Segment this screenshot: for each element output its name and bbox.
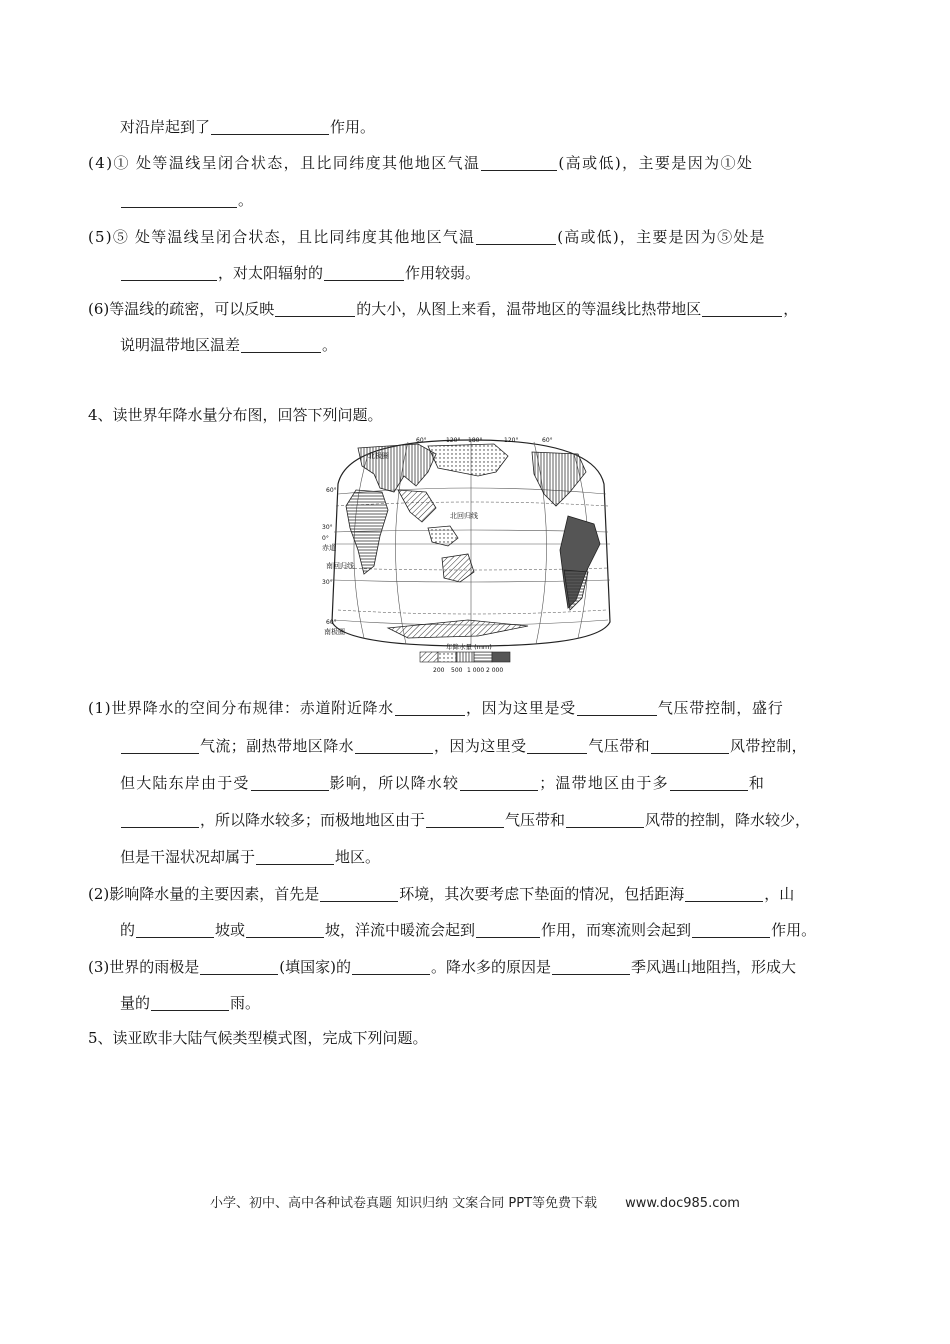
lon-tick-120e: 120° xyxy=(446,437,461,444)
lat-tick-30s: 30° xyxy=(322,579,333,586)
q3-part-4: (4)① 处等温线呈闭合状态，且比同纬度其他地区气温 (高或低)，主要是因为①处 xyxy=(88,154,754,172)
q4-part-2-l2: 的 坡或 坡，洋流中暖流会起到 作用，而寒流则会起到 作用。 xyxy=(120,921,817,939)
label-equator: 赤道 xyxy=(322,544,336,552)
answer-blank[interactable] xyxy=(476,921,540,938)
answer-blank[interactable] xyxy=(121,737,199,754)
q4-part-3-l2: 量的 雨。 xyxy=(120,994,261,1012)
answer-blank[interactable] xyxy=(136,921,214,938)
page-footer xyxy=(0,1192,950,1211)
answer-blank[interactable] xyxy=(702,300,782,317)
q3-part-5: (5)⑤ 处等温线呈闭合状态，且比同纬度其他地区气温 (高或低)，主要是因为⑤处是 xyxy=(88,228,766,246)
label-antarctic-circle: 南极圈 xyxy=(324,628,345,636)
answer-blank[interactable] xyxy=(692,921,770,938)
q3-part-6: (6)等温线的疏密，可以反映 的大小，从图上来看，温带地区的等温线比热带地区 ， xyxy=(88,300,799,318)
answer-blank[interactable] xyxy=(352,958,430,975)
lat-tick-0: 0° xyxy=(322,535,329,542)
answer-blank[interactable] xyxy=(275,300,355,317)
lon-tick-60w: 60° xyxy=(542,437,553,444)
lon-tick-60e: 60° xyxy=(416,437,427,444)
answer-blank[interactable] xyxy=(527,737,587,754)
answer-blank[interactable] xyxy=(355,737,433,754)
lat-tick-60n: 60° xyxy=(326,487,337,494)
q3-part-4-cont: 。 xyxy=(120,189,253,211)
answer-blank[interactable] xyxy=(460,774,538,791)
q4-part-1-l5: 但是干湿状况却属于 地区。 xyxy=(120,848,381,866)
answer-blank[interactable] xyxy=(426,811,504,828)
answer-blank[interactable] xyxy=(670,774,748,791)
answer-blank[interactable] xyxy=(577,699,657,716)
answer-blank[interactable] xyxy=(320,885,398,902)
legend-value-500: 500 xyxy=(451,667,463,674)
legend-swatch-3 xyxy=(456,652,474,662)
label-arctic-circle: 北极圈 xyxy=(368,452,389,460)
footer-text: 小学、初中、高中各种试卷真题 知识归纳 文案合同 PPT等免费下载 xyxy=(210,1196,598,1211)
answer-blank[interactable] xyxy=(241,336,321,353)
answer-blank[interactable] xyxy=(246,921,324,938)
answer-blank[interactable] xyxy=(121,811,199,828)
answer-blank[interactable] xyxy=(211,118,329,135)
answer-blank[interactable] xyxy=(256,848,334,865)
question-5-title: 5、读亚欧非大陆气候类型模式图，完成下列问题。 xyxy=(88,1029,428,1047)
lon-tick-180: 180° xyxy=(468,437,483,444)
q4-part-1-l2: 气流；副热带地区降水 ，因为这里受 气压带和 风带控制， xyxy=(120,735,807,757)
lon-tick-120w: 120° xyxy=(504,437,519,444)
legend-swatch-1 xyxy=(420,652,438,662)
answer-blank[interactable] xyxy=(121,191,237,208)
answer-blank[interactable] xyxy=(651,737,729,754)
answer-blank[interactable] xyxy=(552,958,630,975)
label-tropic-cancer: 北回归线 xyxy=(450,512,478,520)
lat-tick-60s: 60° xyxy=(326,619,337,626)
answer-blank[interactable] xyxy=(395,699,465,716)
answer-blank[interactable] xyxy=(200,958,278,975)
q4-part-3: (3)世界的雨极是 (填国家)的 。降水多的原因是 季风遇山地阻挡，形成大 xyxy=(88,958,796,976)
label-tropic-capricorn: 南回归线 xyxy=(326,562,354,570)
legend-swatch-5 xyxy=(492,652,510,662)
answer-blank[interactable] xyxy=(251,774,329,791)
legend-value-2000: 2 000 xyxy=(486,667,504,674)
legend-swatch-4 xyxy=(474,652,492,662)
answer-blank[interactable] xyxy=(151,994,229,1011)
q3-part-6-cont: 说明温带地区温差 。 xyxy=(120,336,338,354)
q3-part-5-cont: ，对太阳辐射的 作用较弱。 xyxy=(120,262,480,284)
answer-blank[interactable] xyxy=(476,228,556,245)
legend-title: 年降水量 (mm) xyxy=(446,643,492,651)
q3-line-1: 对沿岸起到了 作用。 xyxy=(120,118,376,136)
answer-blank[interactable] xyxy=(685,885,763,902)
legend-value-200: 200 xyxy=(433,667,445,674)
answer-blank[interactable] xyxy=(566,811,644,828)
q4-part-2: (2)影响降水量的主要因素，首先是 环境，其次要考虑下垫面的情况，包括距海 ，山 xyxy=(88,885,795,903)
q4-part-1-l3: 但大陆东岸由于受 影响，所以降水较 ；温带地区由于多 和 xyxy=(120,774,766,792)
q4-part-1-l4: ，所以降水较多；而极地地区由于 气压带和 风带的控制，降水较少， xyxy=(120,809,810,831)
answer-blank[interactable] xyxy=(121,264,217,281)
lat-tick-30n: 30° xyxy=(322,524,333,531)
legend-swatch-2 xyxy=(438,652,456,662)
legend xyxy=(420,652,510,662)
world-precipitation-map xyxy=(318,432,624,678)
legend-value-1000: 1 000 xyxy=(467,667,485,674)
answer-blank[interactable] xyxy=(324,264,404,281)
footer-url[interactable]: www.doc985.com xyxy=(625,1196,740,1211)
answer-blank[interactable] xyxy=(481,154,557,171)
question-4-title: 4、读世界年降水量分布图，回答下列问题。 xyxy=(88,406,383,424)
q4-part-1: (1)世界降水的空间分布规律：赤道附近降水 ，因为这里是受 气压带控制，盛行 xyxy=(88,699,784,717)
